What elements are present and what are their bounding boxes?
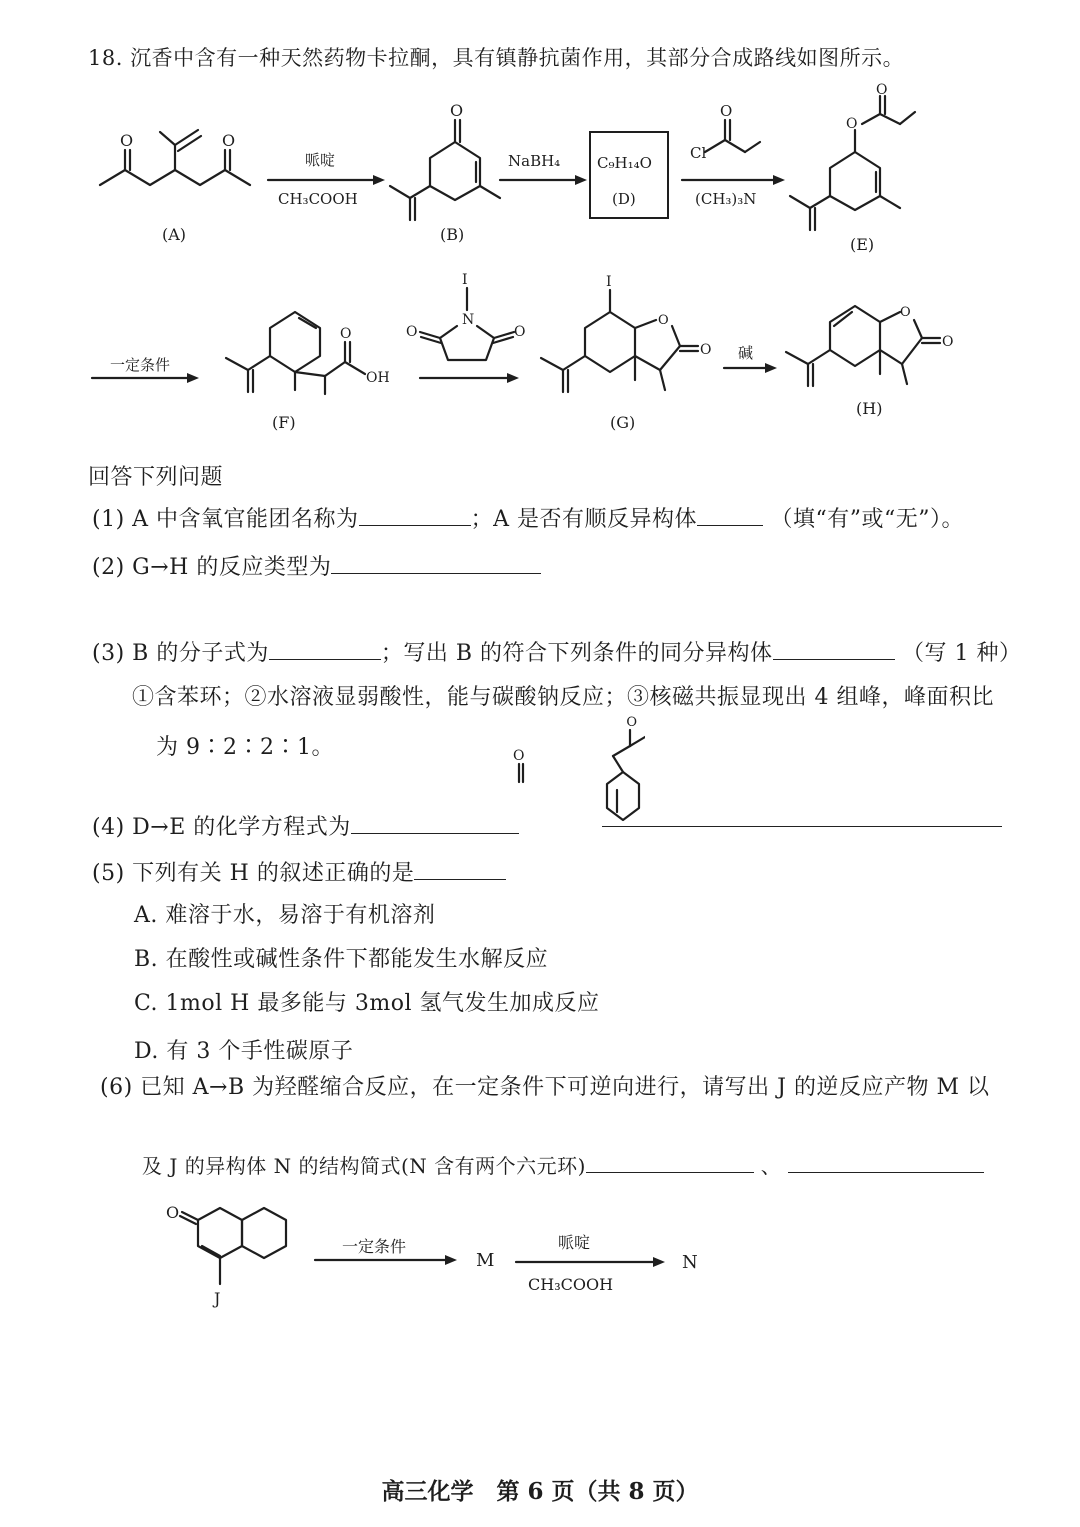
label-g: (G) (610, 413, 636, 432)
svg-text:O: O (846, 116, 858, 132)
reagent-d-to-e-top: Cl (690, 144, 707, 162)
svg-text:O: O (942, 334, 954, 350)
structure-f (226, 312, 390, 394)
answer-blank-4b[interactable] (602, 808, 1002, 827)
question-1 (92, 502, 964, 533)
question-6 (100, 1070, 989, 1101)
svg-text:O: O (450, 101, 464, 120)
question-4-text: D→E 的化学方程式为 (132, 815, 351, 840)
label-j: J (214, 1289, 221, 1308)
svg-text:O: O (700, 342, 712, 358)
arrow-1-label: 一定条件 (342, 1237, 407, 1256)
structure-j (166, 1203, 286, 1308)
svg-text:O: O (626, 715, 637, 730)
label-f: (F) (272, 413, 296, 432)
svg-text:O: O (876, 82, 888, 98)
answer-blank-1a[interactable] (359, 507, 471, 526)
reagent-a-to-b-bottom: CH₃COOH (278, 190, 358, 208)
question-1-text-b: ；A 是否有顺反异构体 (470, 507, 697, 532)
question-4 (92, 810, 519, 841)
svg-text:I: I (606, 274, 612, 290)
svg-text:O: O (514, 324, 526, 340)
svg-text:O: O (513, 748, 525, 764)
question-1-number: (1) (92, 507, 125, 532)
label-a: (A) (162, 225, 187, 244)
svg-text:I: I (462, 272, 468, 288)
option-a: A. 难溶于水，易溶于有机溶剂 (134, 903, 436, 928)
reagent-a-to-b-top: 哌啶 (305, 151, 336, 169)
question-1-text-c: （填“有”或“无”）。 (770, 507, 964, 532)
answer-blank-4a[interactable] (351, 815, 519, 834)
label-e: (E) (850, 235, 875, 254)
question-6-separator: 、 (760, 1154, 782, 1178)
question-3-number: (3) (92, 641, 125, 666)
svg-text:O: O (340, 326, 352, 342)
handwritten-structure (505, 712, 645, 822)
structure-e (790, 82, 915, 230)
compound-n: N (682, 1252, 698, 1273)
question-5-text: 下列有关 H 的叙述正确的是 (132, 861, 415, 886)
answer-blank-6a[interactable] (586, 1154, 754, 1173)
answer-blank-3b[interactable] (773, 641, 895, 660)
label-h: (H) (856, 399, 883, 418)
question-2 (92, 550, 541, 581)
arrow-2-top: 哌啶 (558, 1233, 591, 1252)
svg-text:O: O (166, 1203, 180, 1222)
svg-text:O: O (900, 305, 911, 320)
svg-text:O: O (120, 131, 134, 150)
structure-b (390, 101, 500, 220)
svg-text:N: N (462, 312, 475, 328)
reagent-b-to-d: NaBH₄ (508, 152, 561, 170)
bottom-scheme (160, 1200, 720, 1340)
reagent-g-to-h: 碱 (738, 344, 754, 362)
answer-blank-3a[interactable] (269, 641, 381, 660)
question-4-number: (4) (92, 815, 125, 840)
page-footer: 高三化学 第 6 页（共 8 页） (381, 1478, 699, 1505)
question-6-line-2 (142, 1150, 984, 1179)
question-3-text-c: （写 1 种） (902, 641, 1022, 666)
acyl-chloride-reagent (705, 102, 760, 152)
label-b: (B) (440, 225, 465, 244)
compound-d-formula: C₉H₁₄O (597, 154, 652, 172)
question-5-number: (5) (92, 861, 125, 886)
answer-blank-5[interactable] (414, 861, 506, 880)
option-d: D. 有 3 个手性碳原子 (134, 1039, 354, 1064)
question-3-condition-line-2: 为 9∶2∶2∶1。 (156, 735, 334, 760)
question-3 (92, 636, 1021, 667)
answer-blank-2[interactable] (331, 555, 541, 574)
answer-blank-6b[interactable] (788, 1154, 984, 1173)
compound-m: M (476, 1250, 495, 1271)
question-6-text: 已知 A→B 为羟醛缩合反应，在一定条件下可逆向进行，请写出 J 的逆反应产物 M 以 (140, 1075, 990, 1100)
svg-text:O: O (720, 102, 733, 120)
answer-blank-1b[interactable] (697, 507, 763, 526)
question-intro: 18. 沉香中含有一种天然药物卡拉酮，具有镇静抗菌作用，其部分合成路线如图所示。 (88, 46, 905, 70)
question-3-text-a: B 的分子式为 (132, 641, 269, 666)
arrow-2-bottom: CH₃COOH (528, 1275, 614, 1294)
question-6-number: (6) (100, 1075, 133, 1100)
question-6-text-2: 及 J 的异构体 N 的结构简式(N 含有两个六元环) (142, 1154, 586, 1178)
label-d: (D) (612, 190, 636, 208)
question-5 (92, 856, 506, 887)
svg-text:OH: OH (366, 370, 390, 386)
question-1-text-a: A 中含氧官能团名称为 (132, 507, 359, 532)
structure-g (541, 274, 711, 392)
reagent-d-to-e-bottom: (CH₃)₃N (695, 190, 757, 208)
question-2-text: G→H 的反应类型为 (132, 555, 332, 580)
reagent-e-to-f: 一定条件 (110, 356, 171, 374)
question-3-condition-line-1: ①含苯环；②水溶液显弱酸性，能与碳酸钠反应；③核磁共振显现出 4 组峰，峰面积比 (132, 685, 994, 710)
question-3-text-b: ；写出 B 的符合下列条件的同分异构体 (380, 641, 773, 666)
svg-text:O: O (658, 313, 669, 328)
structure-a (100, 130, 250, 185)
svg-text:O: O (406, 324, 418, 340)
question-2-number: (2) (92, 555, 125, 580)
option-b: B. 在酸性或碱性条件下都能发生水解反应 (134, 947, 549, 972)
answer-prompt: 回答下列问题 (88, 465, 224, 490)
nis-reagent (406, 272, 525, 360)
option-c: C. 1mol H 最多能与 3mol 氢气发生加成反应 (134, 991, 600, 1016)
structure-h (786, 305, 953, 386)
svg-text:O: O (222, 131, 236, 150)
